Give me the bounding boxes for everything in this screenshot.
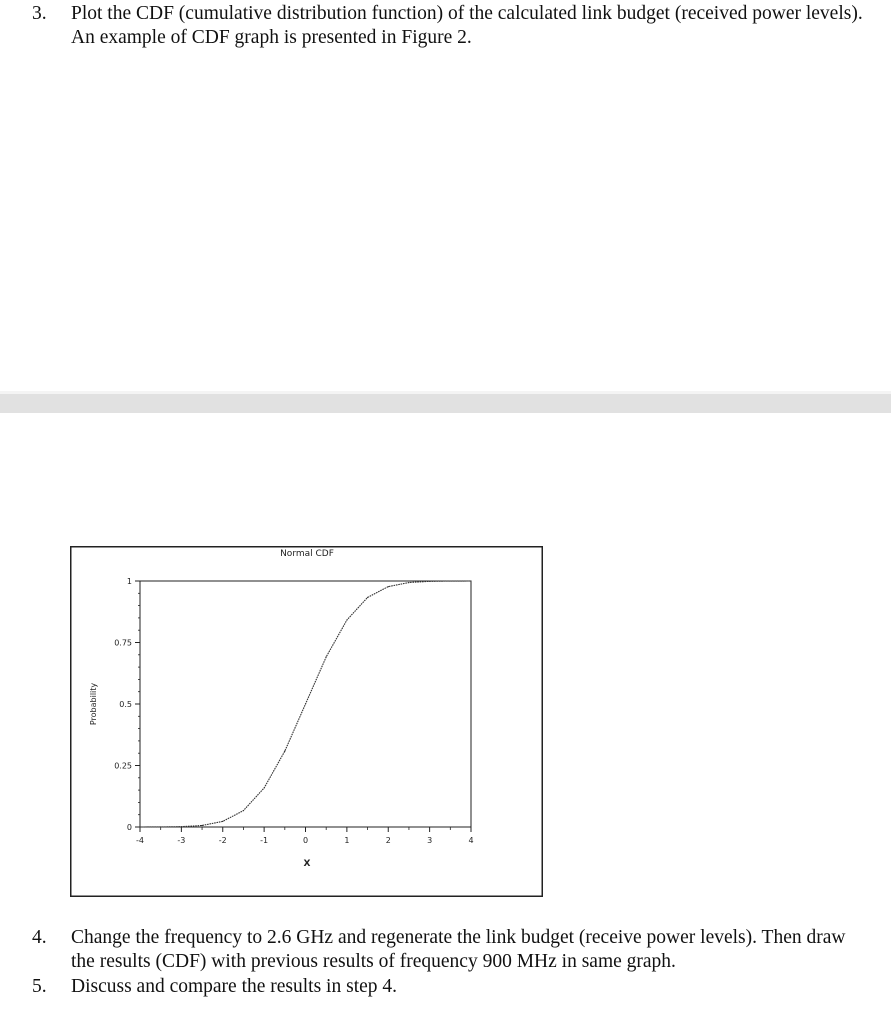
cdf-point (450, 580, 451, 581)
page-break-divider (0, 394, 891, 413)
x-tick-label: -4 (136, 836, 144, 845)
list-item-4 (32, 926, 882, 974)
list-item-3 (32, 2, 882, 50)
chart-title: Normal CDF (280, 549, 334, 559)
cdf-point (160, 826, 161, 827)
x-tick-label: -3 (177, 836, 186, 845)
cdf-point (326, 656, 327, 657)
list-text: Discuss and compare the results in step 4. (71, 976, 398, 997)
cdf-point (305, 703, 306, 704)
x-axis-label: X (303, 859, 311, 869)
y-tick-label: 0.5 (119, 700, 132, 709)
cdf-point (139, 826, 140, 827)
cdf-point (346, 619, 347, 620)
y-tick-label: 1 (126, 577, 132, 586)
y-axis-label: Probability (89, 682, 98, 726)
x-tick-label: 1 (344, 836, 350, 845)
x-tick-label: 3 (427, 836, 433, 845)
list-text: Plot the CDF (cumulative distribution function) of the calculated link budget (received power levels). An example of CDF graph is presented in Figure 2. (71, 3, 863, 48)
list-number: 3. (32, 3, 47, 24)
cdf-point (181, 826, 182, 827)
cdf-point (222, 821, 223, 822)
x-tick-label: 0 (302, 836, 309, 845)
list-text: Change the frequency to 2.6 GHz and regenerate the link budget (receive power levels). Then draw the results (CDF) with previous results of frequency 900 MHz in same graph. (71, 927, 846, 972)
list-item-5 (32, 975, 882, 999)
y-tick-label: 0.75 (114, 638, 132, 648)
cdf-point (284, 751, 285, 752)
x-tick-label: -1 (260, 836, 269, 845)
cdf-chart (70, 546, 543, 897)
cdf-point (470, 580, 471, 581)
cdf-point (367, 597, 368, 598)
cdf-point (408, 582, 409, 583)
cdf-figure (70, 546, 543, 897)
list-number: 5. (32, 976, 47, 997)
y-tick-label: 0 (126, 823, 132, 832)
cdf-point (264, 787, 265, 788)
cdf-point (201, 825, 202, 826)
x-tick-label: -2 (218, 836, 227, 845)
cdf-point (429, 581, 430, 582)
cdf-point (243, 810, 244, 811)
y-tick-label: 0.25 (114, 761, 132, 771)
list-number: 4. (32, 927, 47, 948)
cdf-point (388, 586, 389, 587)
x-tick-label: 4 (468, 836, 474, 845)
x-tick-label: 2 (385, 836, 391, 845)
